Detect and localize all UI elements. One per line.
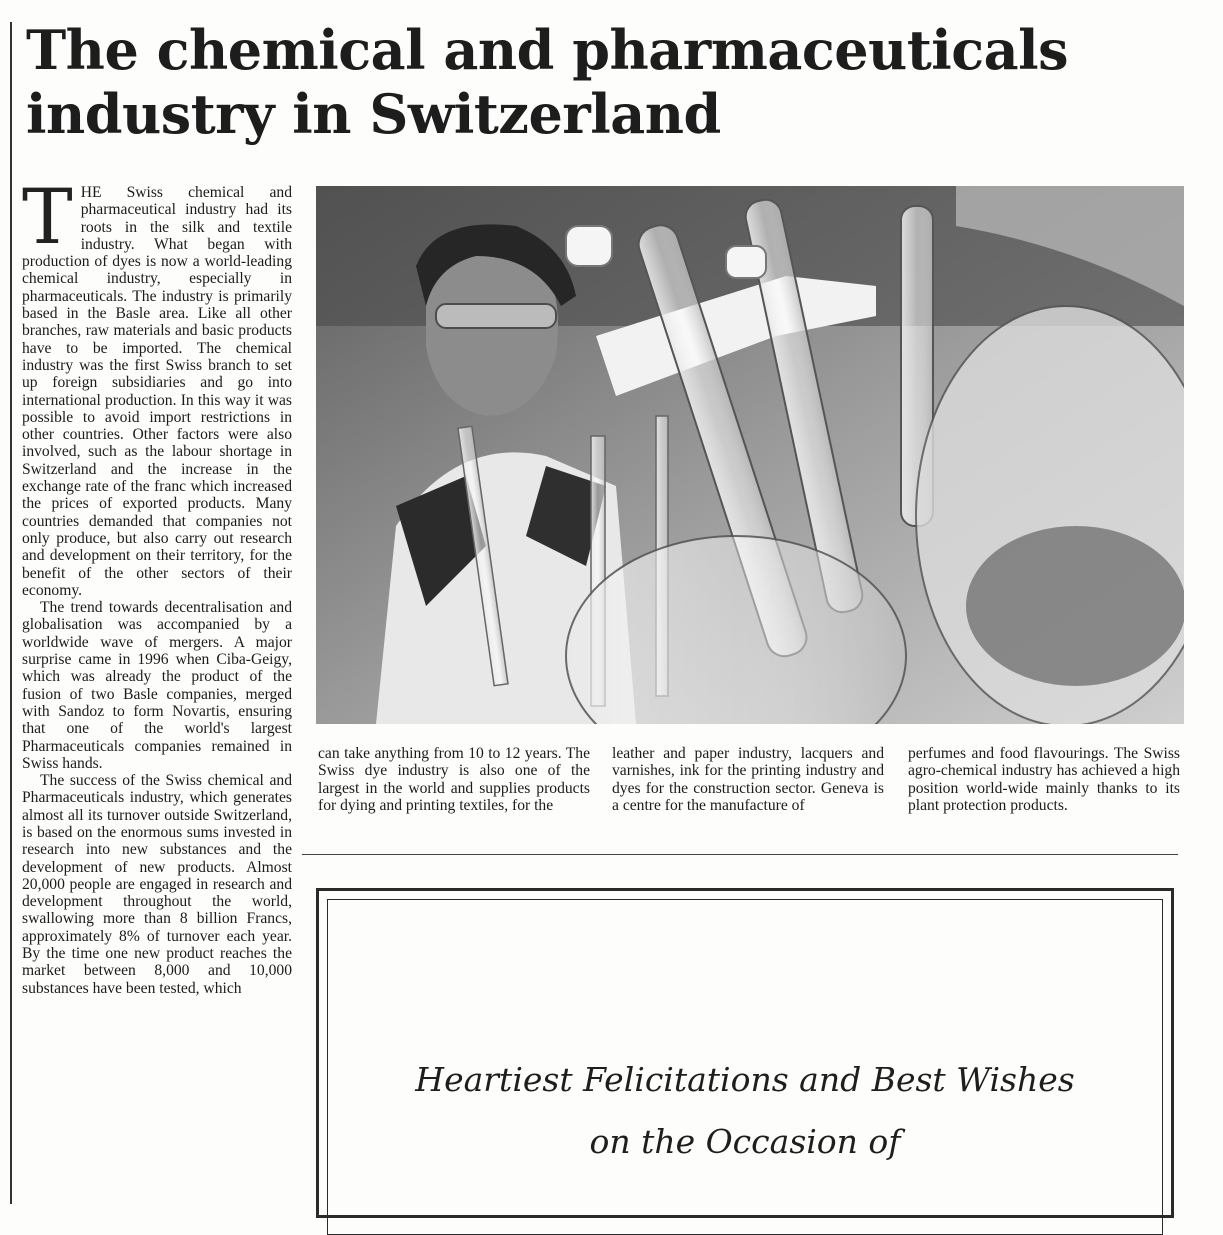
article-column-3: leather and paper industry, lacquers and varnishes, ink for the printing industry and dyes for the construction sector. Geneva is a centre for the manufacture of bbox=[612, 745, 884, 814]
advertisement-line-1: Heartiest Felicitations and Best Wishes bbox=[415, 1060, 1075, 1099]
article-paragraph-2: The trend towards decentralisation and globalisation was accompanied by a worldwide wave of mergers. A major surprise came in 1996 when Ciba-Geigy, which was already the product of the fusion of two Basle companies, merged with Sandoz to form Novartis, ensuring that one of the world's largest Pharmaceuticals companies remained in Swiss hands. bbox=[22, 599, 292, 772]
article-column-2: can take anything from 10 to 12 years. The Swiss dye industry is also one of the largest in the world and supplies products for dying and printing textiles, for the bbox=[318, 745, 590, 814]
lab-photo bbox=[316, 186, 1184, 724]
section-divider bbox=[302, 854, 1178, 855]
column-rule-left bbox=[10, 22, 12, 1204]
lab-photo-illustration bbox=[316, 186, 1184, 724]
article-paragraph-3: The success of the Swiss chemical and Pharmaceuticals industry, which generates almost all its turnover outside Switzerland, is based on the enormous sums invested in research into new substances and the development of new products. Almost 20,000 people are engaged in research and development throughout the world, swallowing more than 8 billion Francs, approximately 8% of turnover each year. By the time one new product reaches the market between 8,000 and 10,000 substances have been tested, which bbox=[22, 772, 292, 997]
article-paragraph-1: HE Swiss chemical and pharmaceutical industry had its roots in the silk and textile industry. What began with production of dyes is now a world-leading chemical industry, especially in pharmaceuticals. The industry is primarily based in the Basle area. Like all other branches, raw materials and basic products have to be imported. The chemical industry was the first Swiss branch to set up foreign subsidiaries and go into international production. In this way it was possible to avoid import restrictions in other countries. Other factors were also involved, such as the labour shortage in Switzerland and the increase in the exchange rate of the franc which increased the prices of exported products. Many countries demanded that companies not only produce, but also carry out research and development on their territory, for the benefit of the other sectors of their economy. bbox=[22, 184, 292, 599]
advertisement-line-2: on the Occasion of bbox=[589, 1122, 901, 1161]
headline bbox=[26, 18, 1206, 146]
drop-cap: T bbox=[22, 172, 73, 261]
article-column-1 bbox=[22, 172, 292, 997]
advertisement-box bbox=[316, 888, 1174, 1218]
article-column-4: perfumes and food flavourings. The Swiss agro-chemical industry has achieved a high position world-wide mainly thanks to its plant protection products. bbox=[908, 745, 1180, 814]
advertisement-inner-border bbox=[327, 899, 1163, 1235]
headline-line-2: industry in Switzerland bbox=[26, 82, 721, 146]
headline-line-1: The chemical and pharmaceuticals bbox=[26, 18, 1069, 82]
